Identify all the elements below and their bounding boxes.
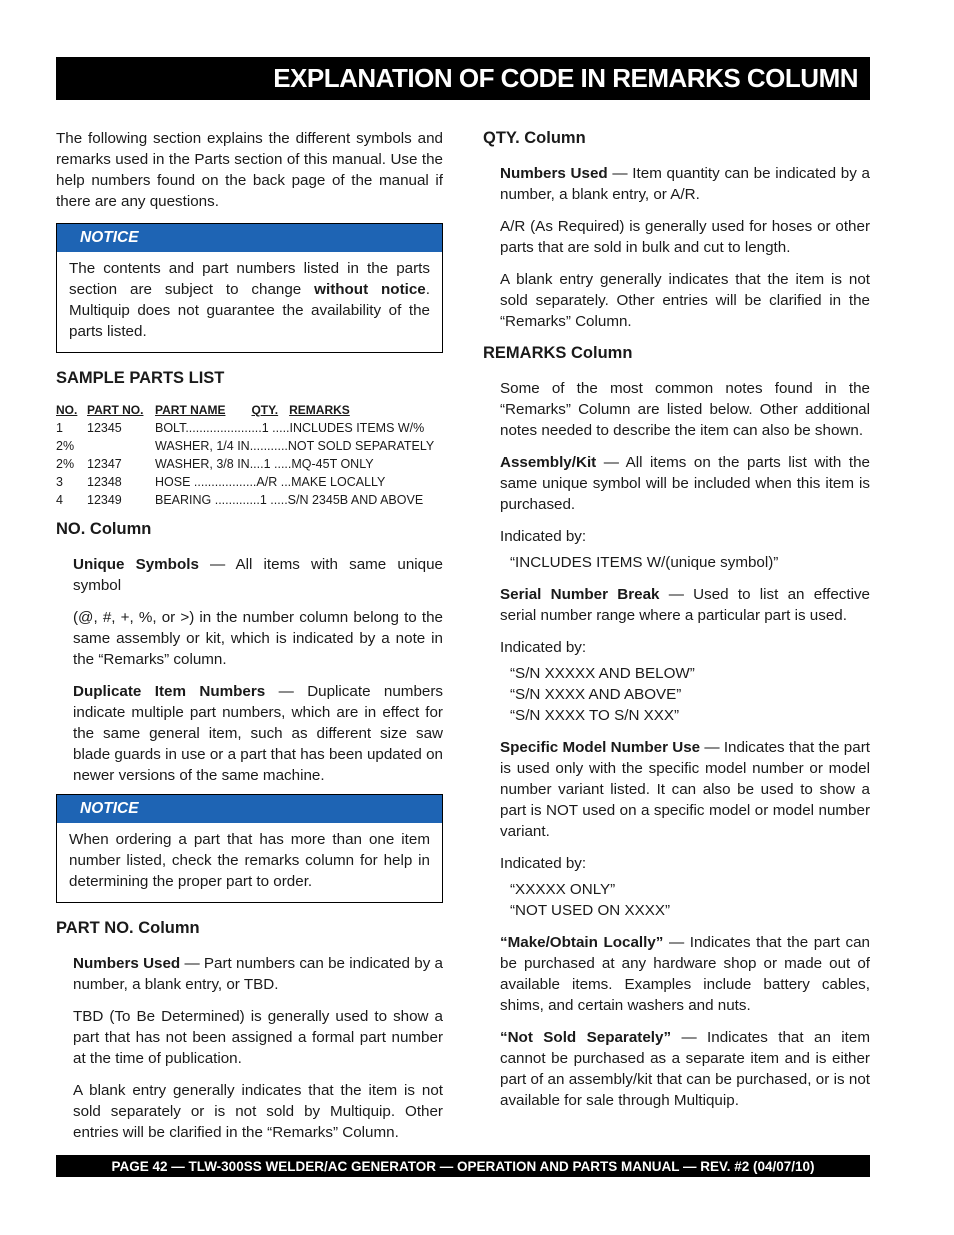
table-header-row (56, 401, 443, 419)
part-numbers-used-paragraph: Numbers Used — Part numbers can be indicated by a number, a blank entry, or TBD. (73, 955, 443, 993)
col-header-rest: PART NAME QTY. REMARKS (155, 403, 350, 417)
serial-indicator: “S/N XXXX AND ABOVE” (510, 686, 682, 703)
indicated-by-label: Indicated by: (500, 528, 587, 545)
right-column (483, 128, 870, 1122)
duplicate-items-paragraph: Duplicate Item Numbers — Duplicate numbers indicate multiple part numbers, which are in effect for the same general item, such as different size saw blade guards in use or a part that has been updated on newer versions of the same machine. (73, 683, 443, 784)
page-title-banner (56, 57, 870, 100)
no-column-heading: NO. Column (56, 520, 152, 538)
qty-column-heading: QTY. Column (483, 129, 586, 147)
table-row: 2% WASHER, 1/4 IN...........NOT SOLD SEPARATELY (56, 439, 435, 453)
as-required-paragraph: A/R (As Required) is generally used for hoses or other parts that are sold in bulk and cut to length. (500, 218, 870, 256)
indicated-by-label: Indicated by: (500, 639, 587, 656)
table-row: 3 12348 HOSE ..................A/R ...MAKE LOCALLY (56, 475, 386, 489)
model-indicator: “XXXXX ONLY” (510, 881, 616, 898)
notice-text: When ordering a part that has more than one item number listed, check the remarks column for help in determining the proper part to order. (69, 831, 430, 890)
indicated-by-label: Indicated by: (500, 855, 587, 872)
blank-entry-paragraph: A blank entry generally indicates that the item is not sold separately or is not sold by Multiquip. Other entries will be clarified in the “Remarks” Column. (73, 1082, 443, 1141)
intro-paragraph: The following section explains the different symbols and remarks used in the Parts section of this manual. Use the help numbers found on the back page of the manual if there are any questions. (56, 130, 443, 210)
notice-label: NOTICE (57, 795, 442, 823)
col-header-no: NO. (56, 403, 78, 417)
unique-symbols-paragraph: Unique Symbols — All items with same unique symbol (73, 556, 443, 594)
serial-indicators (510, 663, 870, 726)
qty-numbers-used-paragraph: Numbers Used — Item quantity can be indicated by a number, a blank entry, or A/R. (500, 165, 870, 203)
sample-parts-heading: SAMPLE PARTS LIST (56, 369, 225, 387)
serial-break-paragraph: Serial Number Break — Used to list an effective serial number range where a particular part is used. (500, 586, 870, 624)
col-header-part-no: PART NO. (87, 403, 144, 417)
qty-blank-entry-paragraph: A blank entry generally indicates that the item is not sold separately. Other entries will be clarified in the “Remarks” Column. (500, 271, 870, 330)
notice-text: The contents and part numbers listed in the parts section are subject to change without notice. Multiquip does not guarantee the availability of the parts listed. (69, 260, 430, 340)
page-footer (56, 1155, 870, 1177)
notice-box-1 (56, 223, 443, 353)
serial-indicator: “S/N XXXXX AND BELOW” (510, 665, 695, 682)
symbols-paragraph: (@, #, +, %, or >) in the number column belong to the same assembly or kit, which is indicated by a note in the “Remarks” column. (73, 609, 443, 668)
notice-box-2 (56, 794, 443, 903)
not-sold-separately-paragraph: “Not Sold Separately” — Indicates that an item cannot be purchased as a separate item and is either part of an assembly/kit that can be purchased, or is not available for sale through Multiquip. (500, 1029, 870, 1109)
model-indicator: “NOT USED ON XXXX” (510, 902, 671, 919)
footer-text: PAGE 42 — TLW-300SS WELDER/AC GENERATOR — OPERATION AND PARTS MANUAL — REV. #2 (04/07/10) (111, 1158, 815, 1174)
table-row: 4 12349 BEARING .............1 .....S/N 2345B AND ABOVE (56, 493, 424, 507)
assembly-indicator: “INCLUDES ITEMS W/(unique symbol)” (510, 554, 779, 571)
part-no-column-heading: PART NO. Column (56, 919, 200, 937)
page-title: EXPLANATION OF CODE IN REMARKS COLUMN (273, 63, 858, 93)
make-locally-paragraph: “Make/Obtain Locally” — Indicates that the part can be purchased at any hardware shop or made out of available items. Examples include battery cables, shims, and certain washers and nuts. (500, 934, 870, 1014)
model-number-paragraph: Specific Model Number Use — Indicates that the part is used only with the specific model number or model number variant listed. It can also be used to show a part is NOT used on a specific model or model number variant. (500, 739, 870, 840)
sample-parts-table (56, 401, 443, 509)
remarks-column-heading: REMARKS Column (483, 344, 633, 362)
tbd-paragraph: TBD (To Be Determined) is generally used to show a part that has not been assigned a formal part number at the time of publication. (73, 1008, 443, 1067)
remarks-intro-paragraph: Some of the most common notes found in the “Remarks” Column are listed below. Other additional notes needed to describe the item can also be shown. (500, 380, 870, 439)
serial-indicator: “S/N XXXX TO S/N XXX” (510, 707, 680, 724)
notice-label: NOTICE (57, 224, 442, 252)
left-column (56, 128, 443, 1154)
assembly-kit-paragraph: Assembly/Kit — All items on the parts list with the same unique symbol will be included when this item is purchased. (500, 454, 870, 513)
model-indicators (510, 879, 870, 921)
table-row: 2% 12347 WASHER, 3/8 IN....1 .....MQ-45T ONLY (56, 457, 374, 471)
table-row: 1 12345 BOLT......................1 .....INCLUDES ITEMS W/% (56, 421, 425, 435)
